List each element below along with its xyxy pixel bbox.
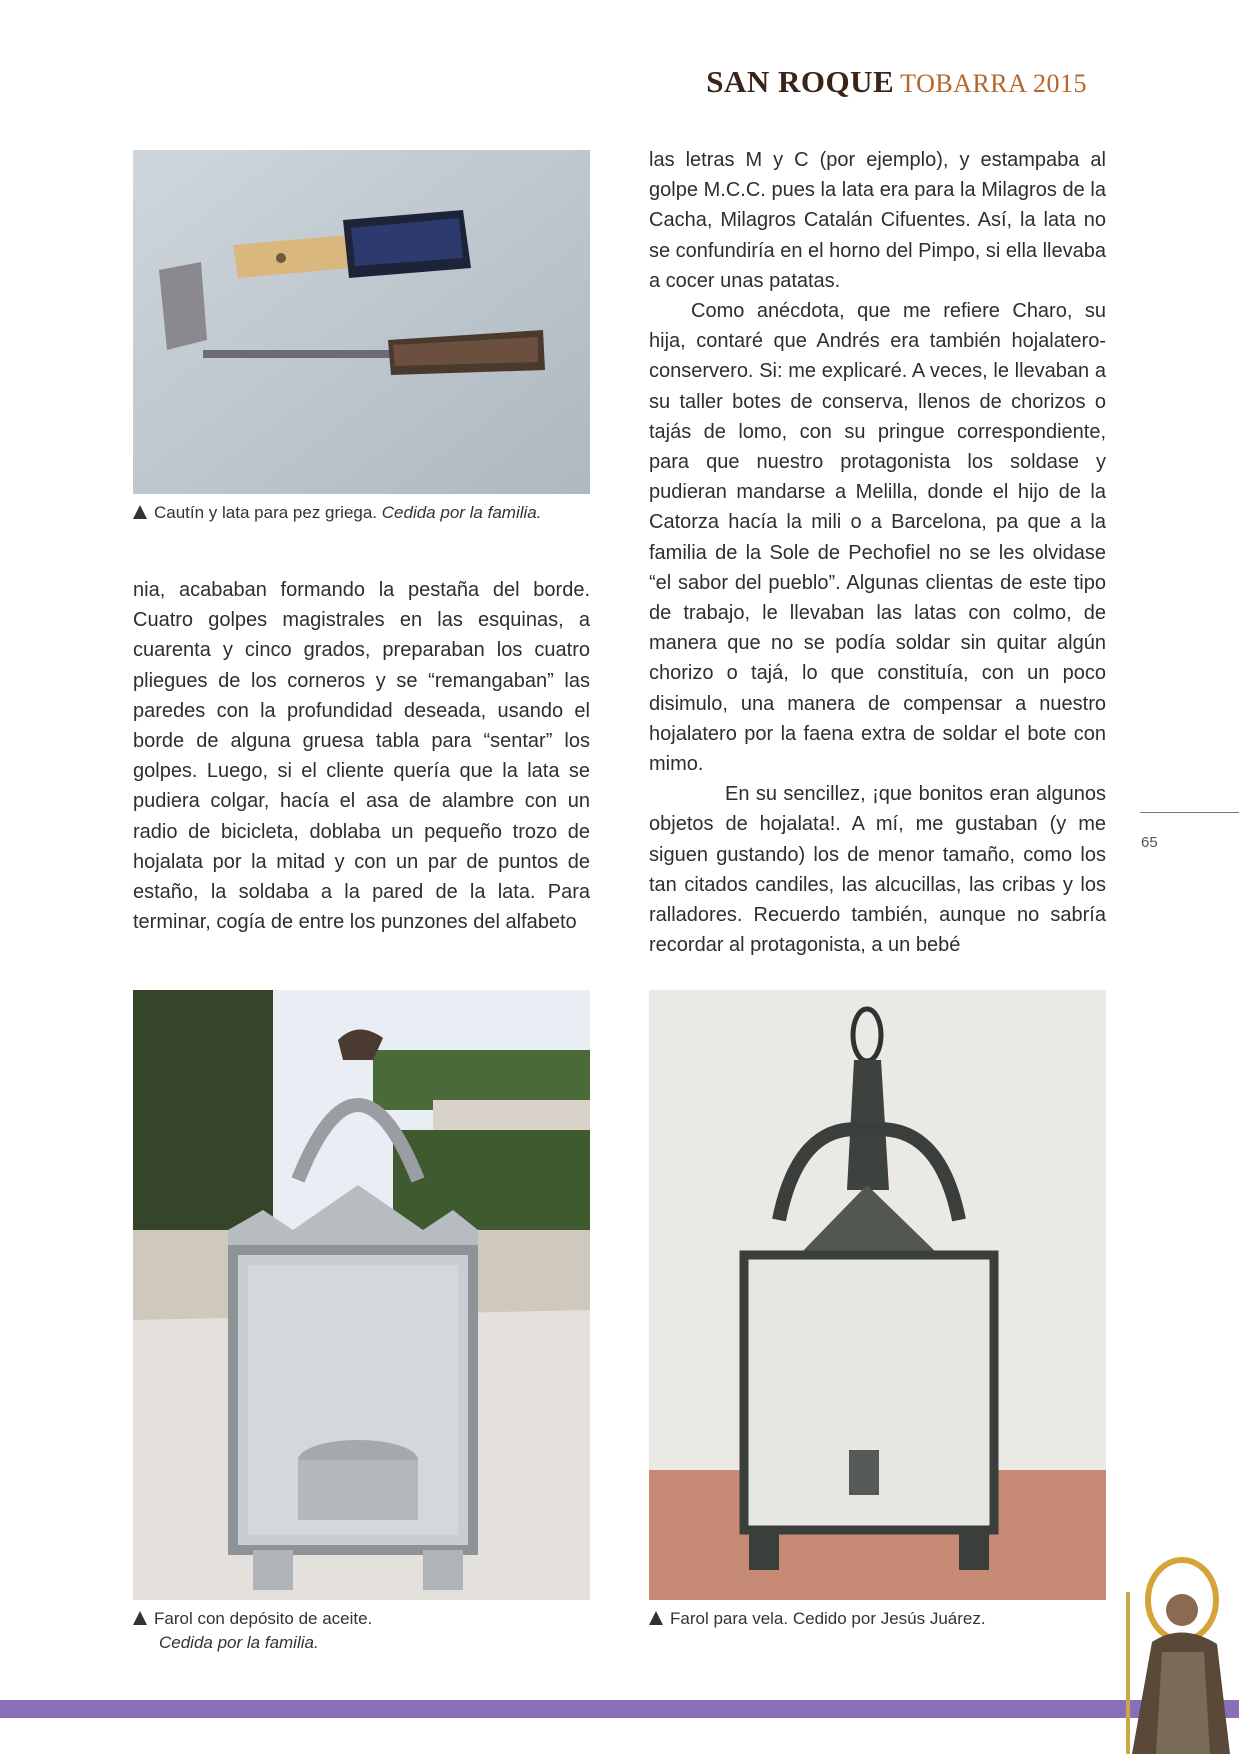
- page-number: 65: [1141, 834, 1158, 851]
- photo-cautin-lata: [133, 150, 590, 494]
- paragraph: nia, acababan formando la pestaña del borde. Cuatro golpes magistrales en las esquinas, a cuarenta y cinco grados, preparaban los cuatro pliegues de los corneros y se “remangaban” las paredes con la profundidad deseada, usando el borde de alguna gruesa tabla para “sentar” los golpes. Luego, si el cliente quería que la lata se pudiera colgar, hacía el asa de alambre con un radio de bicicleta, doblaba un pequeño trozo de hojalata por la mitad y con un par de puntos de estaño, la soldaba a la pared de la lata. Para terminar, cogía de entre los punzones del alfabeto: [133, 579, 590, 934]
- caption-text: Cautín y lata para pez griega.: [154, 503, 378, 522]
- footer-bar: [0, 1700, 1239, 1718]
- caption-triangle-icon: [133, 505, 147, 519]
- running-header: [706, 64, 1087, 100]
- figure-caption-2: [133, 1607, 590, 1655]
- paragraph: En su sencillez, ¡que bonitos eran algunos objetos de hojalata!. A mí, me gustaban (y me siguen gustando) los de menor tamaño, como los tan citados candiles, las alcucillas, las cribas y los ralladores. Recuerdo también, aunque no sabría recordar al protagonista, a un bebé: [649, 783, 1106, 957]
- caption-credit: Cedida por la familia.: [381, 503, 542, 522]
- photo-farol-vela: [649, 990, 1106, 1600]
- left-text-column: [133, 575, 590, 937]
- right-text-column: [649, 145, 1106, 960]
- photo-farol-aceite: [133, 990, 590, 1600]
- caption-credit: Cedida por la familia.: [159, 1633, 319, 1652]
- margin-rule: [1140, 812, 1239, 813]
- figure-caption-1: [133, 501, 603, 525]
- saint-statue-image: [1112, 1552, 1239, 1754]
- magazine-subtitle: TOBARRA 2015: [900, 69, 1087, 98]
- caption-text: Farol con depósito de aceite.: [154, 1609, 373, 1628]
- paragraph: Como anécdota, que me refiere Charo, su hija, contaré que Andrés era también hojalatero-conservero. Si: me explicaré. A veces, le llevaban a su taller botes de conserva, llenos de chorizos o tajás de lomo, con su pringue correspondiente, para que nuestro protagonista los soldase y pudieran mandarse a Melilla, donde el hijo de la Catorza hacía la mili o a Barcelona, pa que a la familia de la Sole de Pechofiel no se les olvidase “el sabor del pueblo”. Algunas clientas de este tipo de trabajo, le llevaban las latas con colmo, de manera que no se podía soldar sin quitar algún chorizo o tajá, lo que constituía, con un poco disimulo, una manera de compensar a nuestro hojalatero por la faena extra de soldar el bote con mimo.: [649, 300, 1106, 776]
- caption-text: Farol para vela. Cedido por Jesús Juárez.: [670, 1609, 986, 1628]
- paragraph: las letras M y C (por ejemplo), y estampaba al golpe M.C.C. pues la lata era para la Milagros de la Cacha, Milagros Catalán Cifuentes. Así, la lata no se confundiría en el horno del Pimpo, si ella llevaba a cocer unas patatas.: [649, 149, 1106, 292]
- magazine-title: SAN ROQUE: [706, 64, 895, 99]
- caption-triangle-icon: [133, 1611, 147, 1625]
- figure-caption-3: [649, 1607, 1119, 1631]
- caption-triangle-icon: [649, 1611, 663, 1625]
